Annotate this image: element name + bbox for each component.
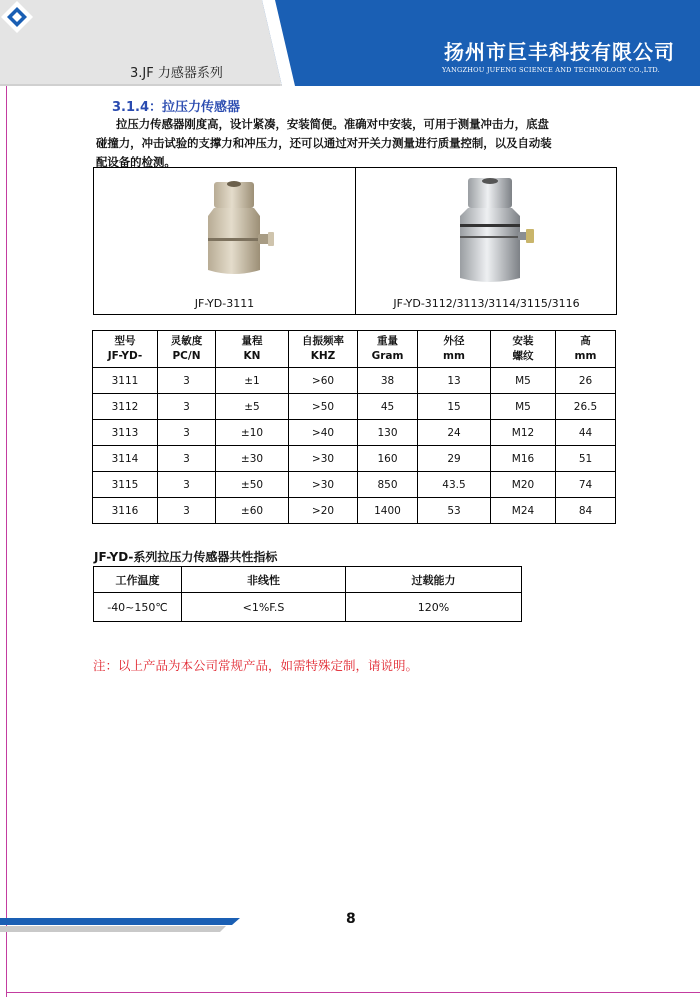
table-cell: 44 <box>556 420 616 446</box>
common-specs-title: JF-YD-系列拉压力传感器共性指标 <box>94 550 278 564</box>
table-row <box>93 368 616 394</box>
table-cell: 15 <box>418 394 491 420</box>
table-cell: 29 <box>418 446 491 472</box>
table-cell: 51 <box>556 446 616 472</box>
header-line: 型号 <box>114 335 136 347</box>
table-cell: 3116 <box>93 498 158 524</box>
page-border-bottom <box>6 992 700 993</box>
intro-line: 配设备的检测。 <box>96 155 176 169</box>
table-cell: ±60 <box>216 498 289 524</box>
table-cell: M5 <box>491 368 556 394</box>
table-cell: >60 <box>289 368 358 394</box>
table-cell: 3 <box>158 394 216 420</box>
table-cell: 120% <box>346 593 522 622</box>
table-cell: 3112 <box>93 394 158 420</box>
header-cell: 工作温度 <box>94 567 182 593</box>
photo-cell-3112 <box>356 168 617 314</box>
table-cell: 3 <box>158 446 216 472</box>
table-cell: 84 <box>556 498 616 524</box>
common-specs-header-row <box>94 567 522 593</box>
table-cell: >30 <box>289 472 358 498</box>
table-cell: 3111 <box>93 368 158 394</box>
header-cell <box>418 331 491 368</box>
table-cell: M5 <box>491 394 556 420</box>
sensor-3112-image <box>442 174 542 292</box>
table-cell: >30 <box>289 446 358 472</box>
table-cell: M16 <box>491 446 556 472</box>
header-line: mm <box>574 350 597 362</box>
table-cell: 43.5 <box>418 472 491 498</box>
header-cell <box>93 331 158 368</box>
table-cell: 3 <box>158 368 216 394</box>
company-logo-icon <box>0 0 34 34</box>
table-cell: 160 <box>358 446 418 472</box>
header-line: Gram <box>371 350 404 362</box>
table-cell: 3115 <box>93 472 158 498</box>
header-line: JF-YD- <box>107 350 143 362</box>
table-cell: 3 <box>158 498 216 524</box>
spec-table <box>92 330 616 524</box>
header-line: KN <box>243 350 261 362</box>
table-cell: 3 <box>158 472 216 498</box>
header-line: KHZ <box>310 350 336 362</box>
table-cell: >50 <box>289 394 358 420</box>
page-number: 8 <box>346 911 356 927</box>
header-cell <box>556 331 616 368</box>
table-cell: ±1 <box>216 368 289 394</box>
table-cell: M24 <box>491 498 556 524</box>
intro-paragraph <box>96 115 606 172</box>
product-photo-box <box>93 167 617 315</box>
photo-caption-3111: JF-YD-3111 <box>194 297 255 310</box>
table-cell: 850 <box>358 472 418 498</box>
table-cell: 26 <box>556 368 616 394</box>
header-line: 螺纹 <box>512 350 534 362</box>
spec-table-header-row <box>93 331 616 368</box>
table-row <box>93 472 616 498</box>
header-line: 高 <box>580 335 591 347</box>
header-cell <box>216 331 289 368</box>
header-line: 量程 <box>241 335 263 347</box>
header-cell <box>358 331 418 368</box>
table-cell: ±30 <box>216 446 289 472</box>
table-cell: 3 <box>158 420 216 446</box>
header-line: 灵敏度 <box>170 335 203 347</box>
company-name-en: YANGZHOU JUFENG SCIENCE AND TECHNOLOGY CO.,LTD. <box>442 66 660 74</box>
table-cell: 53 <box>418 498 491 524</box>
header-line: 安装 <box>512 335 534 347</box>
table-cell: 26.5 <box>556 394 616 420</box>
company-name-cn: 扬州市巨丰科技有限公司 <box>444 40 675 64</box>
table-cell: 24 <box>418 420 491 446</box>
table-cell: >40 <box>289 420 358 446</box>
table-cell: 74 <box>556 472 616 498</box>
header-line: 外径 <box>443 335 465 347</box>
table-cell: >20 <box>289 498 358 524</box>
header-cell <box>491 331 556 368</box>
custom-order-note: 注：以上产品为本公司常规产品，如需特殊定制，请说明。 <box>93 658 419 673</box>
table-cell: 38 <box>358 368 418 394</box>
header-line: mm <box>443 350 465 362</box>
table-cell: -40~150℃ <box>94 593 182 622</box>
table-cell: 3114 <box>93 446 158 472</box>
table-cell: M20 <box>491 472 556 498</box>
table-cell: <1%F.S <box>182 593 346 622</box>
header-line: 重量 <box>377 335 398 347</box>
footer-bar <box>0 918 240 932</box>
photo-caption-3112: JF-YD-3112/3113/3114/3115/3116 <box>393 297 580 310</box>
sensor-3111-image <box>186 178 286 288</box>
table-row <box>93 394 616 420</box>
table-cell: 3113 <box>93 420 158 446</box>
intro-line: 拉压力传感器刚度高，设计紧凑，安装简便。准确对中安装，可用于测量冲击力，底盘 <box>116 117 549 131</box>
photo-cell-3111 <box>94 168 355 314</box>
table-cell: ±50 <box>216 472 289 498</box>
section-title: 3.1.4：拉压力传感器 <box>112 100 241 115</box>
page-header <box>0 0 700 86</box>
table-cell: 45 <box>358 394 418 420</box>
header-line: PC/N <box>172 350 201 362</box>
table-cell: 1400 <box>358 498 418 524</box>
table-row <box>93 420 616 446</box>
header-line: 自振频率 <box>302 335 344 347</box>
header-cell <box>289 331 358 368</box>
table-cell: ±10 <box>216 420 289 446</box>
table-row <box>94 593 522 622</box>
table-row <box>93 446 616 472</box>
common-specs-table <box>93 566 522 622</box>
header-cell <box>158 331 216 368</box>
header-cell: 过载能力 <box>346 567 522 593</box>
header-cell: 非线性 <box>182 567 346 593</box>
table-cell: 13 <box>418 368 491 394</box>
page-border-left <box>6 0 7 997</box>
table-row <box>93 498 616 524</box>
table-cell: ±5 <box>216 394 289 420</box>
section-label: 3.JF 力感器系列 <box>130 66 223 81</box>
intro-line: 碰撞力，冲击试验的支撑力和冲压力，还可以通过对开关力测量进行质量控制，以及自动装 <box>96 136 552 150</box>
table-cell: M12 <box>491 420 556 446</box>
table-cell: 130 <box>358 420 418 446</box>
